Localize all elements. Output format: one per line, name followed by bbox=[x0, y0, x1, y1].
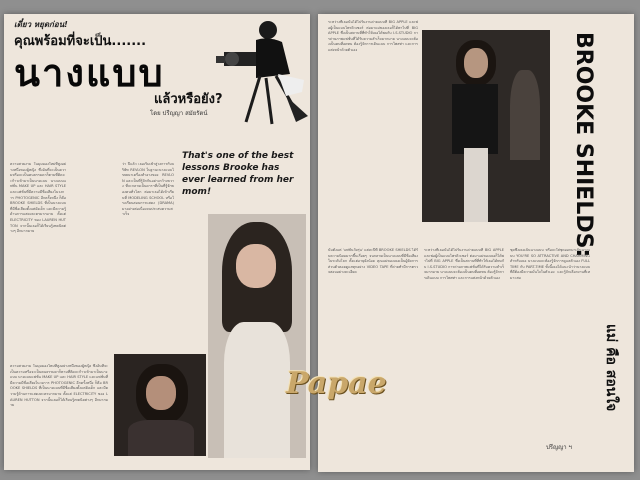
signoff: ปรีญญา ฯ bbox=[546, 444, 572, 451]
article-top-column: ระหว่างที่เธอนั้นได้ไปรับงานถ่ายแบบที่ BIG APPLE และพ่อผู้เป็นแบบโพรดิวเซอร์ ต่อมาแม่ของเธอก็ได้พาไปที่ BIG APPLE ซึ่งเป็นสถานที่ที่ทำให้เธอได้พบกับ I.S.STUDIO การถ่ายภาพแฟชั่นที่ได้รับความสำเร็จมากมาย นางแบบจะต้องเป็นคนที่อดทน ต้องรู้จักการเดินแบบ การโพสท่า และการแต่งหน้าด้วยตัวเอง bbox=[328, 20, 418, 52]
article-bottom-middle-column: ระหว่างที่เธอนั้นได้ไปรับงานถ่ายแบบที่ BIG APPLE และพ่อผู้เป็นแบบโพรดิวเซอร์ ต่อมาแม่ของเธอก็ได้พาไปที่ BIG APPLE ซึ่งเป็นสถานที่ที่ทำให้เธอได้พบกับ I.S.STUDIO การถ่ายภาพแฟชั่นที่ได้รับความสำเร็จมากมาย นางแบบจะต้องเป็นคนที่อดทน ต้องรู้จักการเดินแบบ การโพสท่า และการแต่งหน้าด้วยตัวเอง bbox=[424, 248, 504, 280]
header-small: เดี๋ยว หยุดก่อน! bbox=[14, 20, 68, 29]
byline: โดย ปรีญญา สมัยรัตน์ bbox=[150, 110, 208, 117]
article-column-2: ว่า ปีแล้ว เธอเริ่มเข้าสู่วงการกับบริษัท REVLON ในฐานะนางแบบโฆษณาเครื่องสำอางของ REVLON และเป็นที่รู้จักกันอย่างกว้างขวาง ที่จะกลายเป็นดาราที่เป็นที่รู้จักของคนทั่วโลก ต่อมาเธอได้เข้าเรียนที่ MODELING SCHOOL หรือโรงเรียนสอนการแสดง (DRAMA) มาอย่างต่อเนื่องจนประสบความสำเร็จ bbox=[122, 162, 174, 217]
article-bottom-left-column: นับตั้งแต่ 'แฟชั่นวัยรุ่น' แต่ละปีที่ BROOKE SHIELDS ได้รับความนิยมมากขึ้นเรื่อยๆ จนกลายเป็นนางแบบที่มีชื่อเสียงในระดับโลก ตั้งแต่อายุยังน้อย คุณแม่ของเธอเป็นผู้จัดการส่วนตัวคอยดูแลทุกอย่าง VIDEO TAPE ที่ถ่ายทำมีการตรวจสอบอย่างละเอียด bbox=[328, 248, 418, 275]
title-tail: แล้วหรือยัง? bbox=[154, 92, 223, 107]
title-big: นางแบบ bbox=[14, 51, 165, 95]
article-bottom-right-column: ชุดซึ่งเธอเป็นนางแบบ หรือจะใส่ชุดออกมาเป็นนางแบบ YOU'RE SO ATTRACTIVE AND CHARMING สำหรับเธอ นางแบบจะต้องรู้จักการดูแลตัวเอง FULL TIME กับ PART-TIME ทั้งนี้เธอได้แนะนำว่านางแบบที่ดีต้องมีความมั่นใจในตัวเอง และรู้จักเลือกงานที่เหมาะสม bbox=[510, 248, 590, 280]
pull-quote: That's one of the best lessons Brooke has ever learned from her mom! bbox=[182, 151, 294, 197]
brooke-walking-photo bbox=[422, 30, 550, 222]
article-column-1: ความสวยงาม ในมุมมองใหม่ที่สูงอย่างหนึ่งของผู้หญิง ซึ่งอันที่จะเป็นความหรือจะเป็นคนธรรมดาก็ตามที่คิดจะก้าวเข้ามาเป็นนางแบบ นางแบบแฟชั่น MAKE UP และ HAIR STYLE และแฟชั่นที่มีความมีชื่อเสียงในวงการ PHOTOGENIC อีกครั้งหนึ่ง ก็คือ BROOKE SHIELDS ที่เป็นนางแบบที่มีชื่อเสียงตั้งแต่ยังเด็ก และมีความรู้ด้านการแสดงละครมากมาย ตั้งแต่ ELECTRICITY ของ LAUREN HUTTON จากนั้นเธอก็ได้เรียนรู้เทคนิคต่างๆ อีกมากมาย bbox=[10, 162, 66, 234]
brooke-small-photo bbox=[114, 354, 206, 456]
right-magazine-page bbox=[318, 14, 634, 472]
article-column-1-continued: ความสวยงาม ในมุมมองใหม่ที่สูงอย่างหนึ่งของผู้หญิง ซึ่งอันที่จะเป็นความหรือจะเป็นคนธรรมดาก็ตามที่คิดจะก้าวเข้ามาเป็นนางแบบ นางแบบแฟชั่น MAKE UP และ HAIR STYLE และแฟชั่นที่มีความมีชื่อเสียงในวงการ PHOTOGENIC อีกครั้งหนึ่ง ก็คือ BROOKE SHIELDS ที่เป็นนางแบบที่มีชื่อเสียงตั้งแต่ยังเด็ก และมีความรู้ด้านการแสดงละครมากมาย ตั้งแต่ ELECTRICITY ของ LAUREN HUTTON จากนั้นเธอก็ได้เรียนรู้เทคนิคต่างๆ อีกมากมาย bbox=[10, 364, 108, 408]
vertical-subtitle: แม่ คือ สอนใจ bbox=[603, 324, 619, 412]
vertical-title: BROOKE SHIELDS: bbox=[571, 32, 596, 258]
left-magazine-page bbox=[4, 14, 310, 470]
watermark-caption: Papae bbox=[286, 366, 387, 401]
header-line: คุณพร้อมที่จะเป็น....... bbox=[14, 34, 147, 49]
cameraman-illustration bbox=[216, 18, 308, 130]
brooke-portrait-photo bbox=[208, 214, 306, 458]
